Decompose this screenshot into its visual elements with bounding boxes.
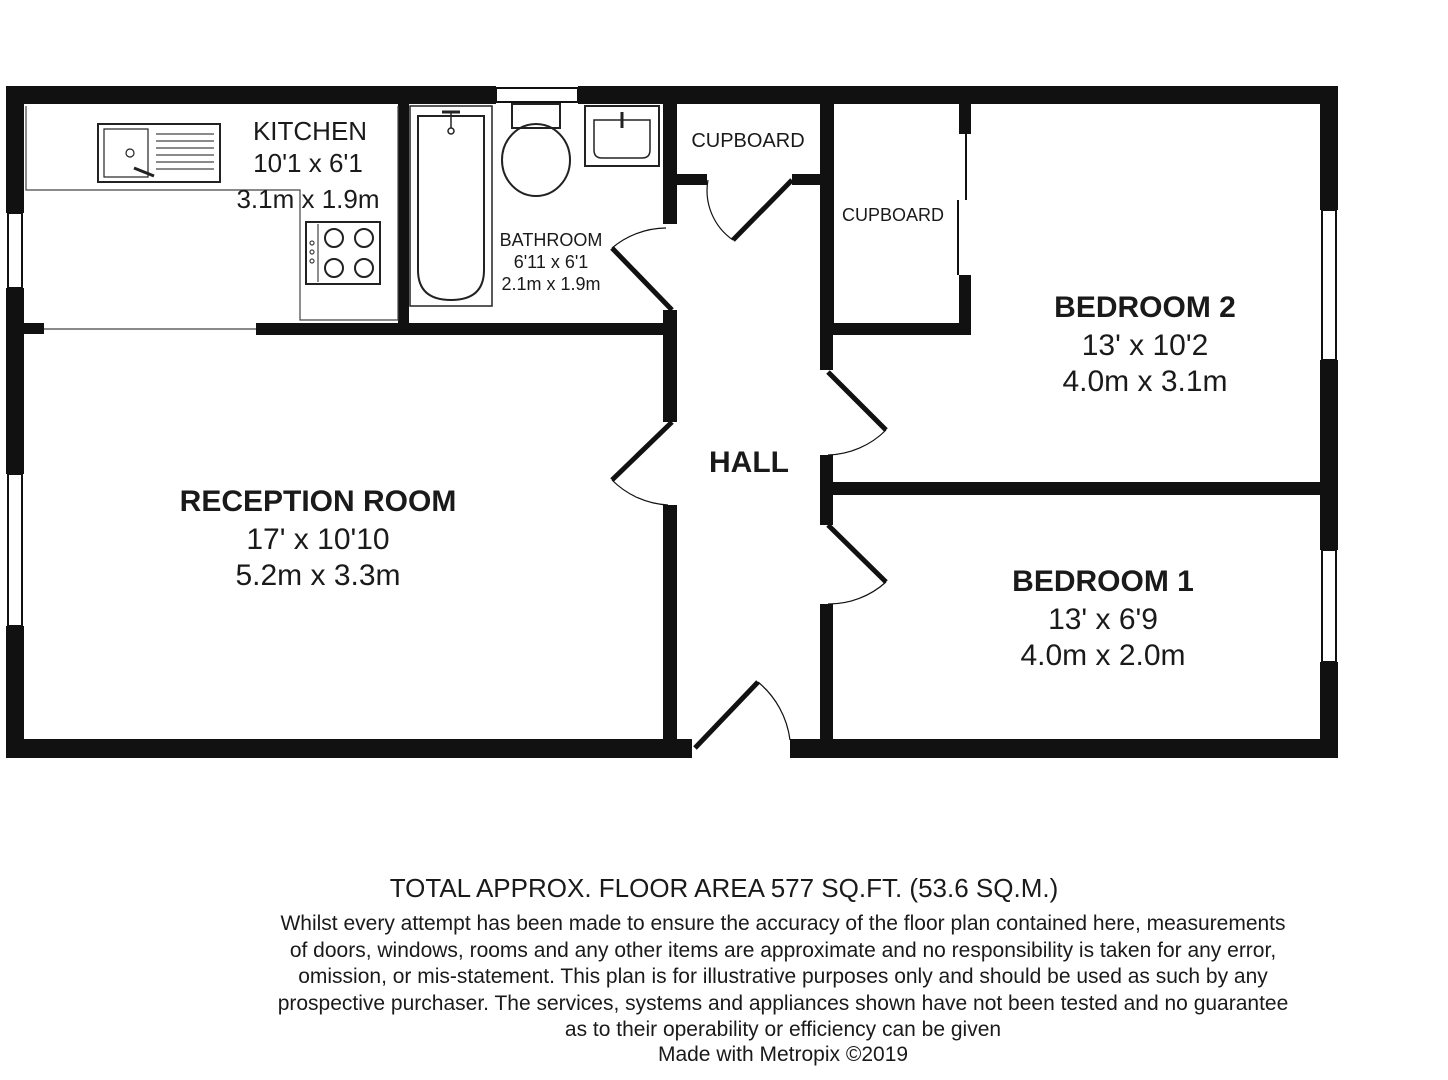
hall-cupboard-label: CUPBOARD <box>691 130 805 152</box>
bedroom1-metric: 4.0m x 2.0m <box>1020 639 1186 672</box>
bedroom1-label: BEDROOM 1 <box>1012 565 1194 598</box>
bathroom-metric: 2.1m x 1.9m <box>501 274 601 294</box>
total-floor-area: TOTAL APPROX. FLOOR AREA 577 SQ.FT. (53.6 SQ.M.) <box>389 873 1059 903</box>
disclaimer-line: as to their operability or efficiency can be given <box>564 1018 1002 1041</box>
disclaimer-line: prospective purchaser. The services, systems and appliances shown have not been tested and no guarantee <box>277 991 1289 1015</box>
credit: Made with Metropix ©2019 <box>657 1043 909 1066</box>
reception-label: RECEPTION ROOM <box>179 485 457 518</box>
reception-imperial: 17' x 10'10 <box>246 523 390 556</box>
kitchen-metric: 3.1m x 1.9m <box>236 184 380 214</box>
bedroom-cupboard-label: CUPBOARD <box>841 205 945 225</box>
bedroom2-imperial: 13' x 10'2 <box>1081 329 1209 362</box>
hall-label: HALL <box>709 446 789 479</box>
kitchen-label: KITCHEN <box>252 116 368 146</box>
bedroom2-label: BEDROOM 2 <box>1054 291 1236 324</box>
window-bedroom1 <box>1322 550 1336 662</box>
window-bedroom2 <box>1322 210 1336 360</box>
disclaimer-line: Whilst every attempt has been made to ensure the accuracy of the floor plan contained here, measurements <box>280 912 1286 935</box>
bedroom1-imperial: 13' x 6'9 <box>1048 603 1158 636</box>
kitchen-sink-icon <box>98 124 220 182</box>
bedroom-cupboard-doors <box>958 134 966 275</box>
disclaimer-line: omission, or mis-statement. This plan is for illustrative purposes only and should be used as such by any <box>298 965 1268 988</box>
disclaimer <box>0 911 1448 1044</box>
reception-metric: 5.2m x 3.3m <box>235 559 401 592</box>
bedroom2-metric: 4.0m x 3.1m <box>1062 365 1228 398</box>
kitchen-imperial: 10'1 x 6'1 <box>253 148 363 178</box>
window-reception <box>8 474 22 626</box>
bathroom-imperial: 6'11 x 6'1 <box>513 252 589 272</box>
bathroom-label: BATHROOM <box>499 230 603 250</box>
window-kitchen <box>8 213 22 288</box>
window-bathroom <box>496 88 578 102</box>
disclaimer-line: of doors, windows, rooms and any other items are approximate and no responsibility is taken for any error, <box>289 938 1277 962</box>
bath-icon <box>410 106 492 306</box>
